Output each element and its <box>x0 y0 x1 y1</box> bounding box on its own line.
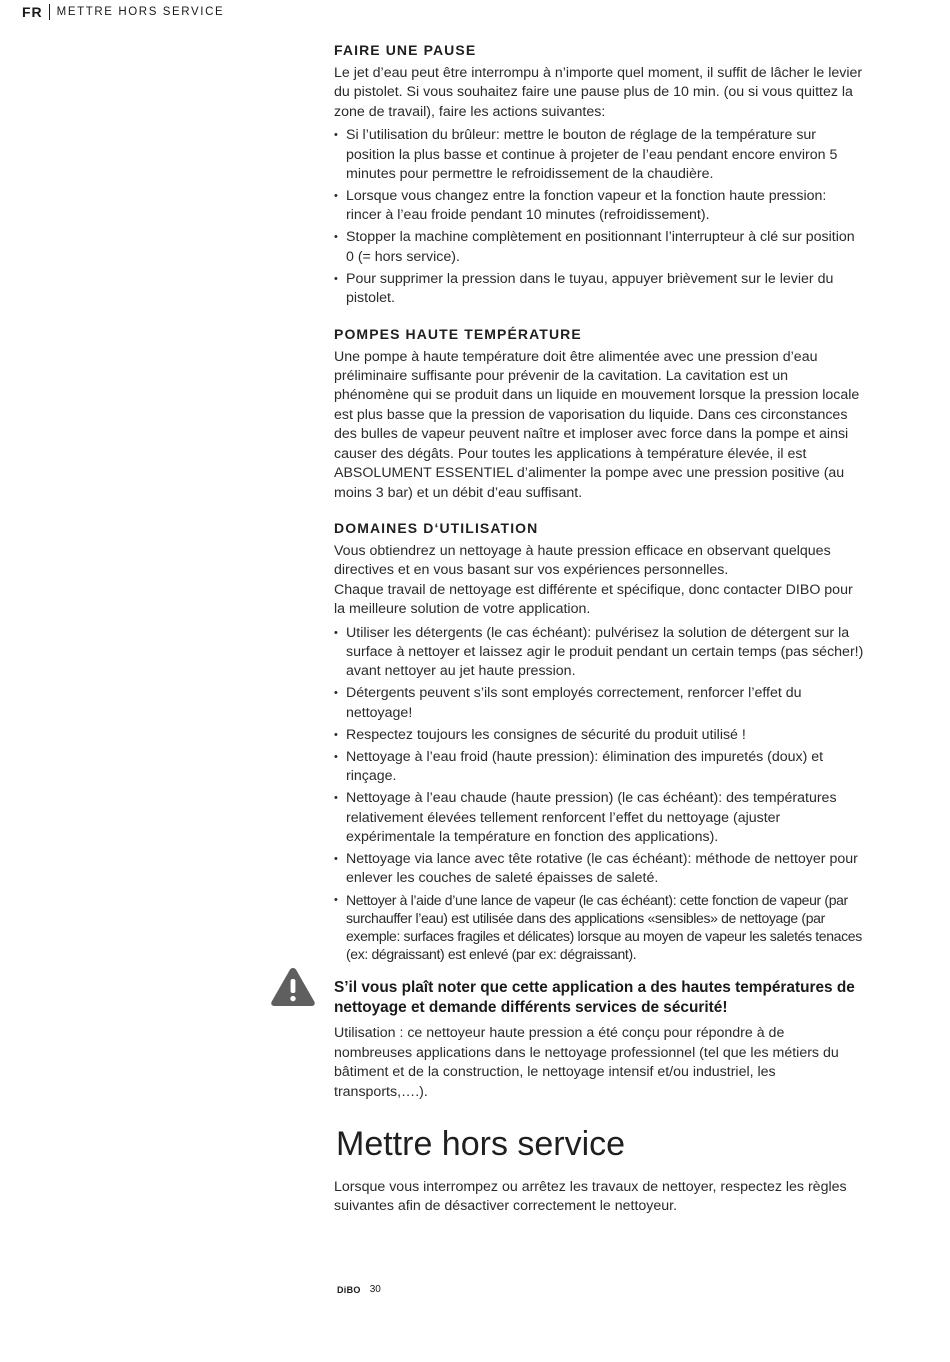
domains-intro-1: Vous obtiendrez un nettoyage à haute pression efficace en observant quelques directives et en vous basant sur vos expériences personnelles. <box>334 542 831 579</box>
list-item: • Nettoyage via lance avec tête rotative (le cas échéant): méthode de nettoyer pour enlever les couches de saleté épaisses de saleté. <box>334 850 864 889</box>
pause-intro: Le jet d’eau peut être interrompu à n’importe quel moment, il suffit de lâcher le levier du pistolet. Si vous souhaitez faire une pause plus de 10 min. (ou si vous quittez la zone de travail), faire les actions suivantes: <box>334 65 863 120</box>
warning-title: S’il vous plaît noter que cette application a des hautes températures de nettoyage et demande différents services de sécurité! <box>334 979 855 1017</box>
domains-list <box>334 624 864 964</box>
heading-pause: FAIRE UNE PAUSE <box>334 42 477 58</box>
heading-domains: DOMAINES D‘UTILISATION <box>334 519 539 536</box>
main-content <box>334 40 864 1217</box>
list-item: • Nettoyage à l’eau chaude (haute pression) (le cas échéant): des températures relativement élevées tellement renforcent l’effet du nettoyage (ajuster expérimentale la température en fonction des applications). <box>334 789 864 847</box>
section-domains <box>334 518 864 963</box>
section-pumps <box>334 324 864 503</box>
list-item: • Détergents peuvent s’ils sont employés correctement, renforcer l’effet du nettoyage! <box>334 684 864 723</box>
page-number: 30 <box>369 1284 381 1295</box>
list-item: • Utiliser les détergents (le cas échéant): pulvérisez la solution de détergent sur la surface à nettoyer et laissez agir le produit pendant un certain temps (pas sécher!) avant nettoyer au jet haute pression. <box>334 624 864 682</box>
list-item: • Nettoyer à l’aide d’une lance de vapeur (le cas échéant): cette fonction de vapeur (par surchauffer l’eau) est utilisée dans des applications «sensibles» de nettoyage (par exemple: surfaces fragiles et délicates) lorsque au moyen de vapeur les saletés tenaces (ex: dégraissant) est enlevé (par ex: dégraissant). <box>334 891 864 963</box>
list-item: • Si l’utilisation du brûleur: mettre le bouton de réglage de la température sur position la plus basse et continue à projeter de l’eau pendant encore environ 5 minutes pour permettre le refroidissement de la chaudière. <box>334 126 864 184</box>
list-item: • Lorsque vous changez entre la fonction vapeur et la fonction haute pression: rincer à l’eau froide pendant 10 minutes (refroidissement). <box>334 187 864 226</box>
list-item: • Pour supprimer la pression dans le tuyau, appuyer brièvement sur le levier du pistolet. <box>334 270 864 309</box>
domains-intro-2: Chaque travail de nettoyage est différente et spécifique, donc contacter DIBO pour la meilleure solution de votre application. <box>334 581 853 618</box>
heading-pumps: POMPES HAUTE TEMPÉRATURE <box>334 325 582 342</box>
page-header <box>22 3 224 21</box>
heading-decommission: Mettre hors service <box>336 1125 626 1163</box>
language-label: FR <box>22 4 43 20</box>
warning-text: Utilisation : ce nettoyeur haute pression a été conçu pour répondre à de nombreuses applications dans le nettoyage professionnel (tel que les métiers du bâtiment et de la construction, le nettoyage intensif et/ou industriel, les transports,….). <box>334 1025 839 1100</box>
list-item: • Nettoyage à l’eau froid (haute pression): élimination des impuretés (doux) et rinçage. <box>334 748 864 787</box>
pumps-text: Une pompe à haute température doit être alimentée avec une pression d’eau préliminaire suffisante pour prévenir de la cavitation. La cavitation est un phénomène qui se produit dans un liquide en mouvement lorsque la pression locale est plus basse que la pression de vaporisation du liquide. Dans ces circonstances des bulles de vapeur peuvent naître et imploser avec force dans la pompe et ainsi causer des dégâts. Pour toutes les applications à température élevée, il est ABSOLUMENT ESSENTIEL d’alimenter la pompe avec une pression positive (au moins 3 bar) et un débit d’eau suffisant. <box>334 348 860 501</box>
header-section-title: METTRE HORS SERVICE <box>56 6 225 18</box>
pause-list <box>334 126 864 308</box>
warning-block <box>334 978 864 1102</box>
warning-icon <box>270 966 316 1008</box>
brand-logo: DiBO <box>337 1284 361 1295</box>
list-item: • Respectez toujours les consignes de sécurité du produit utilisé ! <box>334 726 864 745</box>
section-pause <box>334 40 864 309</box>
decommission-text: Lorsque vous interrompez ou arrêtez les travaux de nettoyer, respectez les règles suivantes afin de désactiver correctement le nettoyeur. <box>334 1179 847 1215</box>
list-item: • Stopper la machine complètement en positionnant l’interrupteur à clé sur position 0 (= hors service). <box>334 228 864 267</box>
header-divider <box>49 4 50 20</box>
page-footer <box>337 1284 381 1295</box>
